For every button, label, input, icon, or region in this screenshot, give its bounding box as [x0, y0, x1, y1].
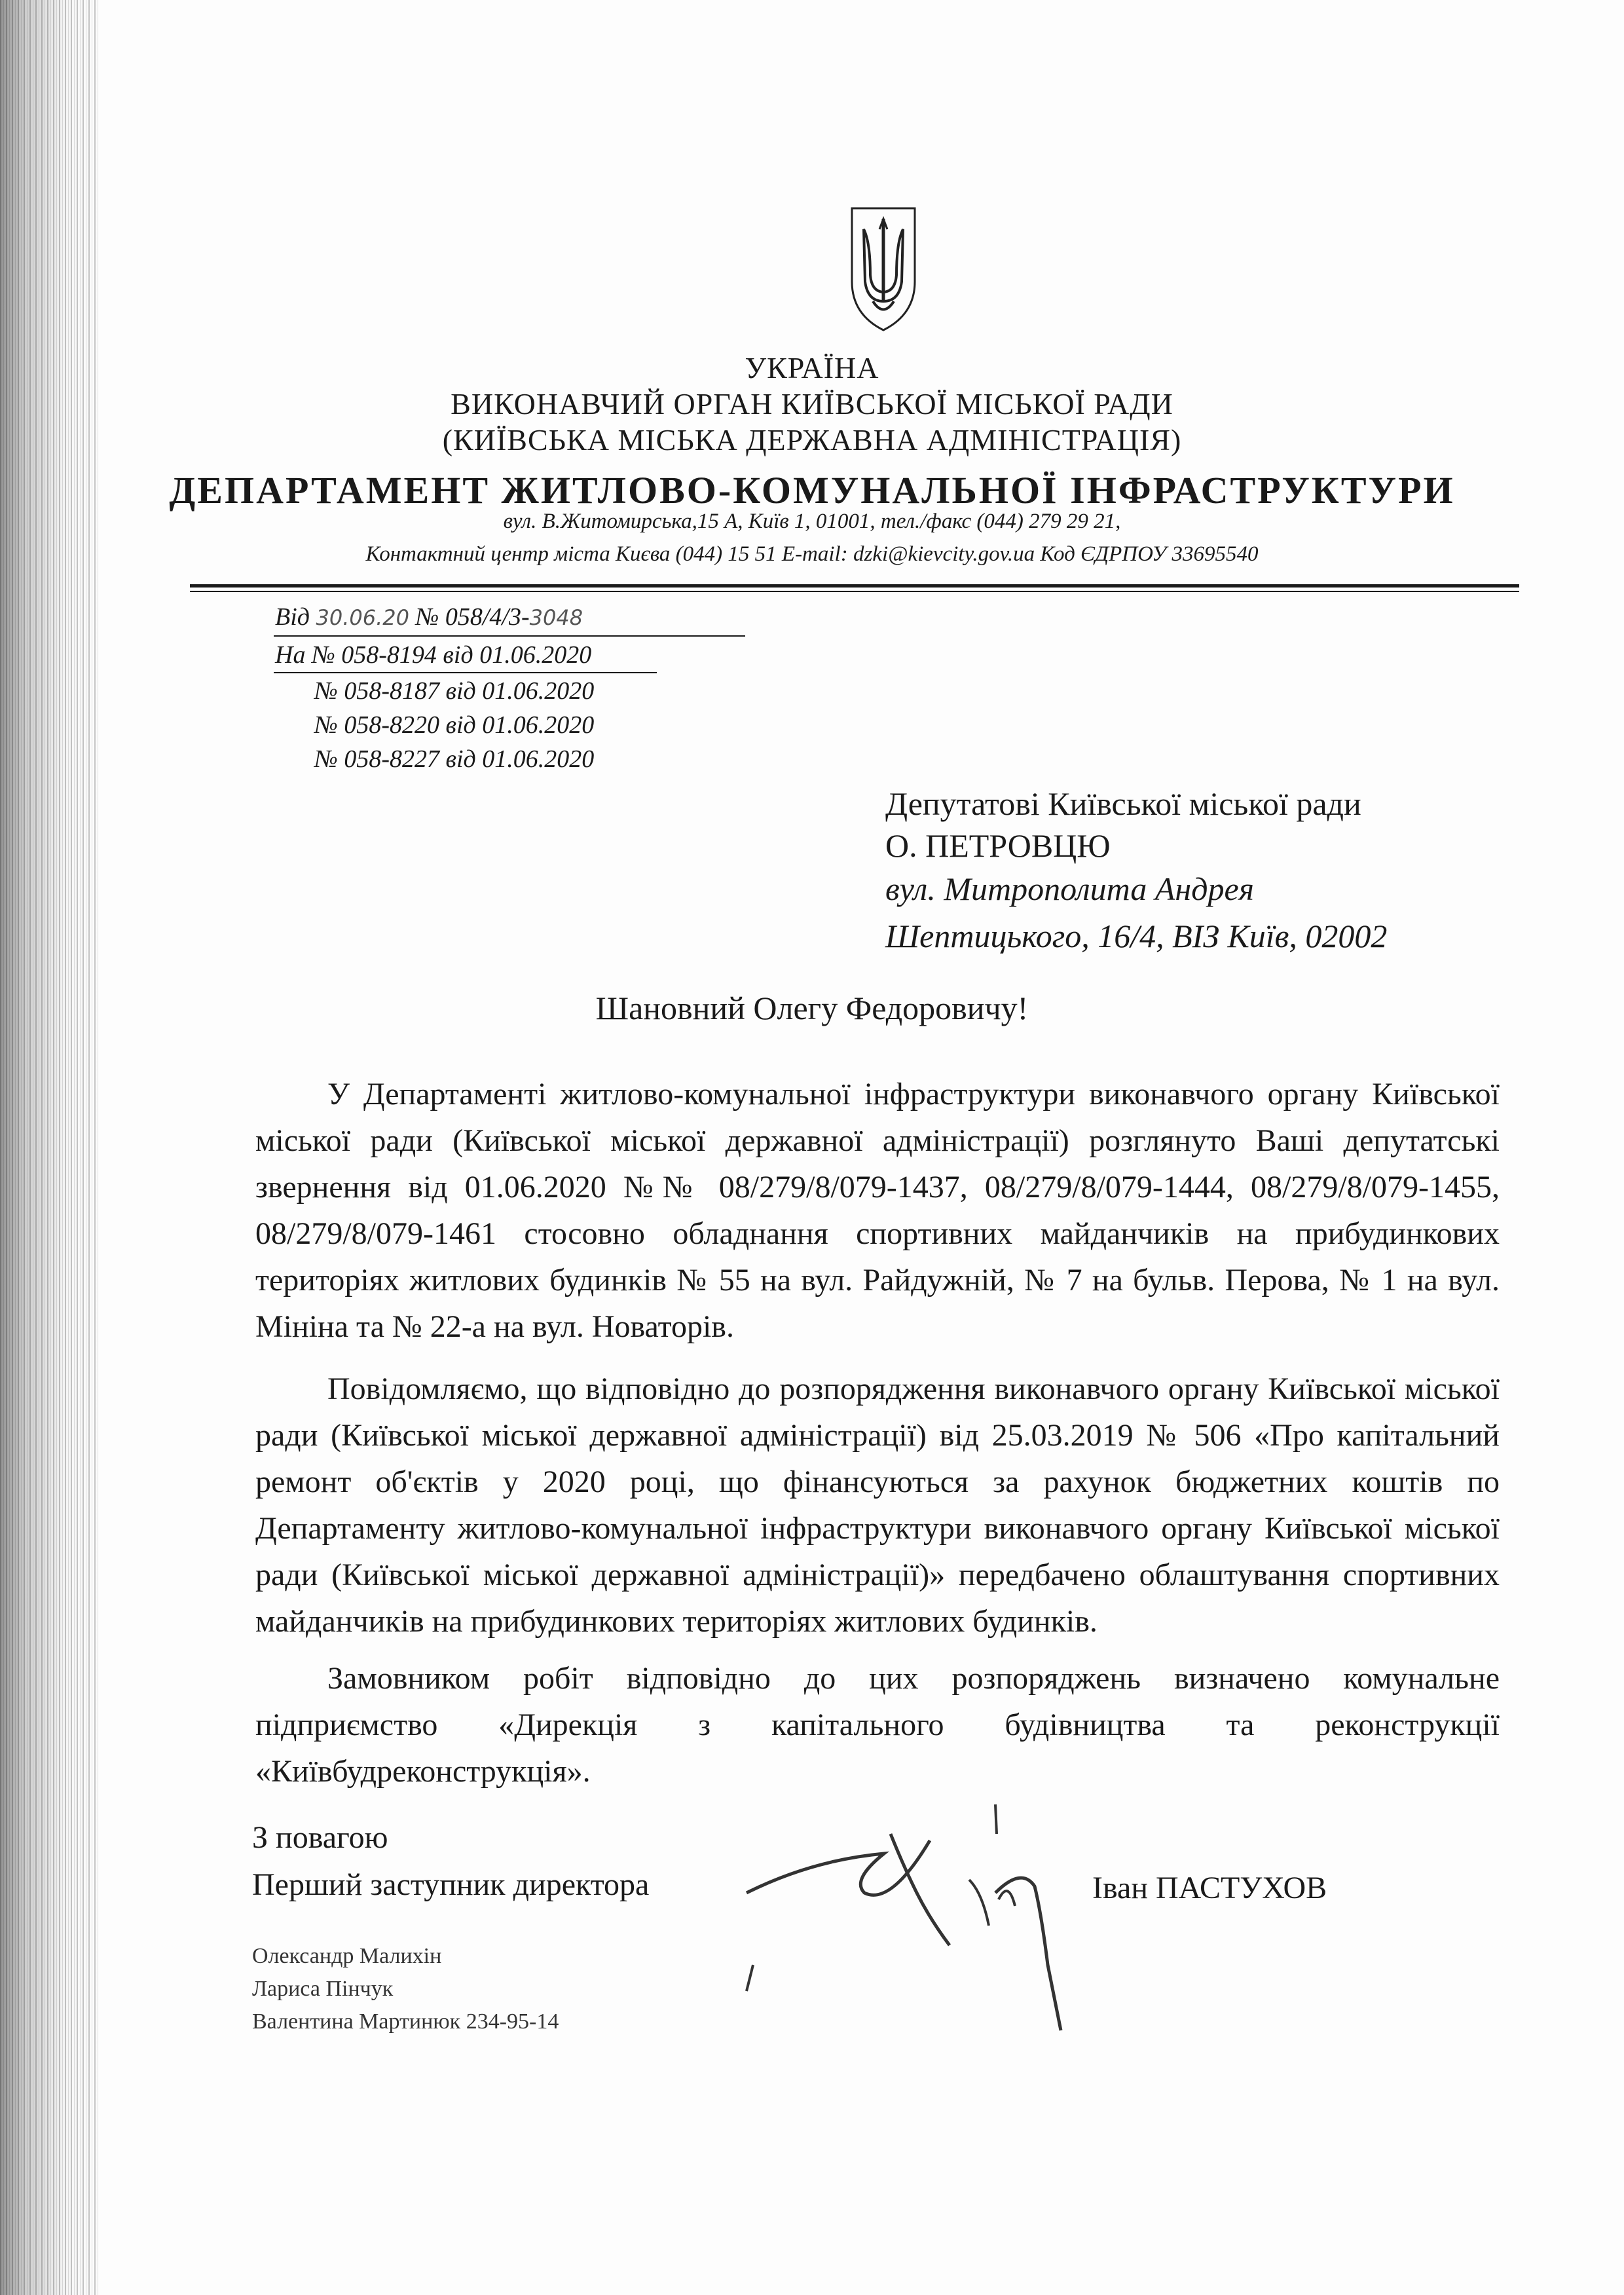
reference-from-number: 058/4/3-: [445, 603, 530, 631]
reference-reply-item: № 058-8194 від 01.06.2020: [311, 641, 592, 669]
addressee-city: Шептицького, 16/4, ВІЗ Київ, 02002: [885, 918, 1388, 954]
reference-reply-item: № 058-8227 від 01.06.2020: [314, 745, 595, 773]
header-org-line1: ВИКОНАВЧИЙ ОРГАН КИЇВСЬКОЇ МІСЬКОЇ РАДИ: [451, 387, 1173, 420]
header-rule-thin: [190, 591, 1519, 592]
executor-name: Лариса Пінчук: [252, 1977, 394, 2001]
reference-reply-underline: [274, 672, 657, 673]
signature-closing: З повагою: [252, 1820, 388, 1855]
executor-name: Валентина Мартинюк 234-95-14: [252, 2009, 559, 2034]
header-contact: Контактний центр міста Києва (044) 15 51 E-mail: dzki@kievcity.gov.ua Код ЄДРПОУ 33695540: [365, 542, 1259, 566]
reference-from-prefix: Від: [275, 603, 310, 631]
header-address: вул. В.Житомирська,15 А, Київ 1, 01001, тел./факс (044) 279 29 21,: [503, 510, 1121, 533]
signature-name: Іван ПАСТУХОВ: [1092, 1871, 1327, 1905]
reference-reply-item: № 058-8220 від 01.06.2020: [314, 711, 595, 739]
signature-position: Перший заступник директора: [252, 1867, 650, 1902]
header-department: ДЕПАРТАМЕНТ ЖИТЛОВО-КОМУНАЛЬНОЇ ІНФРАСТРУКТУРИ: [169, 469, 1455, 512]
addressee-title: Депутатові Київської міської ради: [885, 785, 1361, 822]
header-country: УКРАЇНА: [745, 351, 879, 384]
reference-reply-line: [275, 641, 591, 669]
reference-from-date: 30.06.20: [316, 605, 409, 630]
body-paragraph: У Департаменті житлово-комунальної інфраструктури виконавчого органу Київської міської ради (Київської міської державної адміністрації) розглянуто Ваші депутатські звернення від 01.06.2020 №№ 08/279/8/079-1437, 08/279/8/079-1444, 08/279/8/079-1455, 08/279/8/079-1461 стосовно обладнання спортивних майданчиків на прибудинкових територіях житлових будинків № 55 на вул. Райдужній, № 7 на бульв. Перова, № 1 на вул. Мініна та № 22-а на вул. Новаторів.: [255, 1077, 1500, 1344]
addressee-name: О. ПЕТРОВЦЮ: [885, 827, 1111, 864]
reference-from-line: [275, 603, 583, 631]
salutation: Шановний Олегу Федоровичу!: [595, 990, 1029, 1026]
trident-icon: [848, 203, 919, 334]
addressee-street: вул. Митрополита Андрея: [885, 870, 1254, 907]
body-paragraph: Замовником робіт відповідно до цих розпоряджень визначено комунальне підприємство «Дирекція з капітального будівництва та реконструкції «Київбудреконструкція».: [255, 1661, 1500, 1789]
scan-edge-shadow: [0, 0, 98, 2295]
reference-reply-item: № 058-8187 від 01.06.2020: [314, 677, 595, 705]
executor-name: Олександр Малихін: [252, 1944, 442, 1968]
header-rule-thick: [190, 584, 1519, 588]
reference-from-number-handwritten: 3048: [529, 605, 583, 630]
reference-reply-prefix: На: [275, 641, 306, 669]
header-org-line2: (КИЇВСЬКА МІСЬКА ДЕРЖАВНА АДМІНІСТРАЦІЯ): [442, 423, 1182, 457]
body-paragraph: Повідомляємо, що відповідно до розпорядження виконавчого органу Київської міської ради (Київської міської державної адміністрації) від 25.03.2019 № 506 «Про капітальний ремонт об'єктів у 2020 році, що фінансуються за рахунок бюджетних коштів по Департаменту житлово-комунальної інфраструктури виконавчого органу Київської міської ради (Київської міської державної адміністрації)» передбачено облаштування спортивних майданчиків на прибудинкових територіях житлових будинків.: [255, 1371, 1500, 1639]
handwritten-signature: [733, 1795, 1100, 2043]
reference-number-prefix: №: [415, 603, 439, 631]
reference-from-underline: [274, 635, 745, 637]
